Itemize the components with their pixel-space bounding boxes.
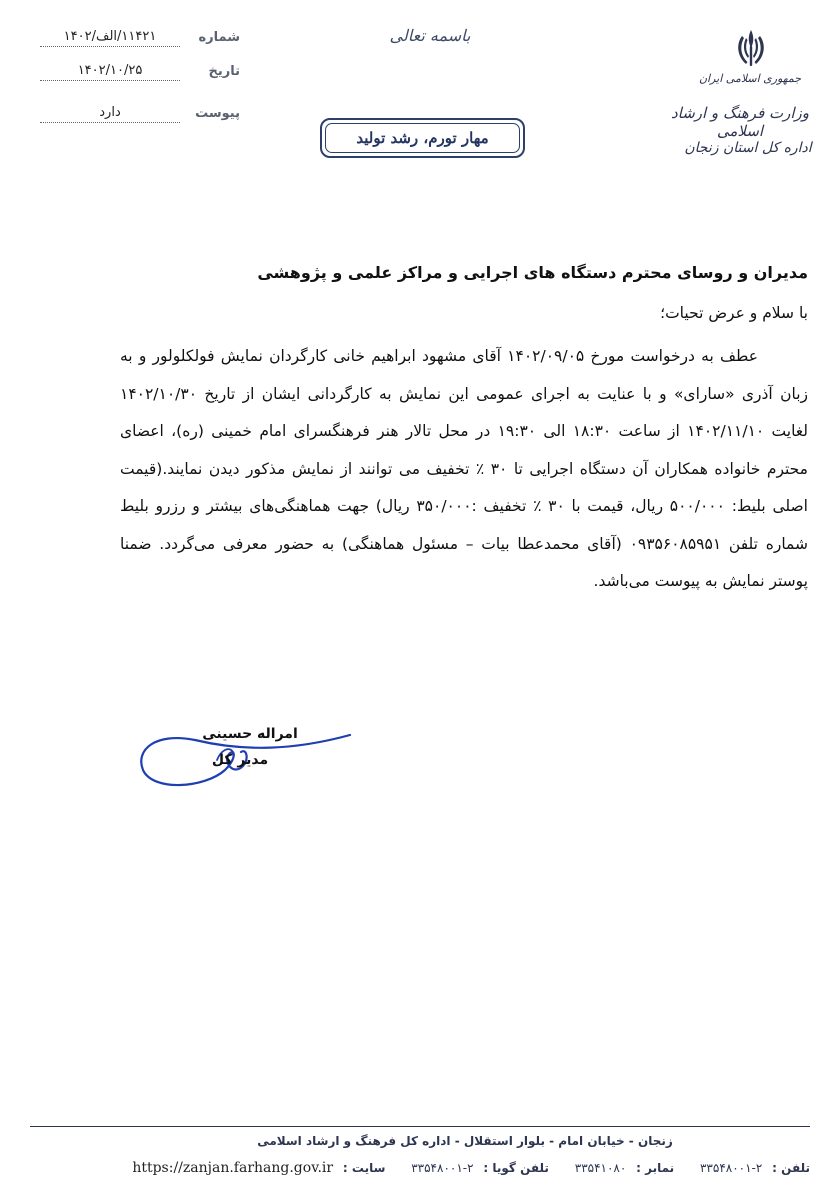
footer-voice-label: تلفن گویا : xyxy=(483,1161,549,1175)
footer-site-link[interactable]: https://zanjan.farhang.gov.ir xyxy=(132,1160,334,1176)
letter-number-row xyxy=(40,28,240,52)
letter-date-label: تاریخ xyxy=(208,64,240,79)
letter-addressee: مدیران و روسای محترم دستگاه های اجرایی و مراکز علمی و پژوهشی xyxy=(257,263,808,282)
footer-site-label: سایت : xyxy=(342,1161,386,1175)
iran-emblem-icon xyxy=(728,26,774,72)
letter-number-value: ۱۱۴۲۱/الف/۱۴۰۲ xyxy=(40,28,180,47)
letter-body: عطف به درخواست مورخ ۱۴۰۲/۰۹/۰۵ آقای مشهود ابراهیم خانی کارگردان نمایش فولکلولور و به زبان آذری «سارای» و با عنایت به اجرای عمومی این نمایش به کارگردانی ایشان از تاریخ ۱۴۰۲/۱۰/۳۰ لغایت ۱۴۰۲/۱۱/۱۰ از ساعت ۱۸:۳۰ الی ۱۹:۳۰ در محل تالار هنر فرهنگسرای امام خمینی (ره)، اعضای محترم خانواده همکاران آن دستگاه اجرایی تا ۳۰ ٪ تخفیف می توانند از نمایش مذکور دیدن نمایند.(قیمت اصلی بلیط: ۵۰۰/۰۰۰ ریال، قیمت با ۳۰ ٪ تخفیف :۳۵۰/۰۰۰ ریال) جهت هماهنگی‌های بیشتر و رزرو بلیط شماره تلفن ۰۹۳۵۶۰۸۵۹۵۱ (آقای محمدعطا بیات – مسئول هماهنگی) به حضور معرفی می‌گردد. ضمنا پوستر نمایش به پیوست می‌باشد. xyxy=(120,347,809,590)
letter-date-row xyxy=(40,62,240,86)
org-ministry: وزارت فرهنگ و ارشاد اسلامی xyxy=(670,104,810,140)
footer-divider xyxy=(30,1126,810,1127)
letter-number-label: شماره xyxy=(198,30,240,45)
footer-contact xyxy=(30,1160,810,1176)
letter-attachment-row xyxy=(40,104,240,128)
letter-attachment-value: دارد xyxy=(40,104,180,123)
basmala: باسمه تعالی xyxy=(389,26,471,45)
footer-address: زنجان - خیابان امام - بلوار استقلال - اداره کل فرهنگ و ارشاد اسلامی xyxy=(257,1134,673,1148)
footer-phone-label: تلفن : xyxy=(772,1161,810,1175)
footer-fax-value: ۳۳۵۴۱۰۸۰ xyxy=(574,1161,627,1175)
org-country: جمهوری اسلامی ایران xyxy=(698,72,802,85)
slogan-text: مهار تورم، رشد تولید xyxy=(356,129,489,147)
signatory-name: امراله حسینی xyxy=(202,726,298,742)
slogan-box xyxy=(320,118,525,158)
footer-fax-label: نمابر : xyxy=(636,1161,675,1175)
letter-date-value: ۱۴۰۲/۱۰/۲۵ xyxy=(40,62,180,81)
letter-greeting: با سلام و عرض تحیات؛ xyxy=(660,304,808,322)
org-office: اداره کل استان زنجان xyxy=(684,140,812,156)
footer-voice-value: ۲-۳۳۵۴۸۰۰۱ xyxy=(411,1161,474,1175)
letter-attachment-label: پیوست xyxy=(195,106,240,121)
footer-phone-value: ۲-۳۳۵۴۸۰۰۱ xyxy=(699,1161,763,1175)
signatory-title: مدیر کل xyxy=(211,752,269,768)
